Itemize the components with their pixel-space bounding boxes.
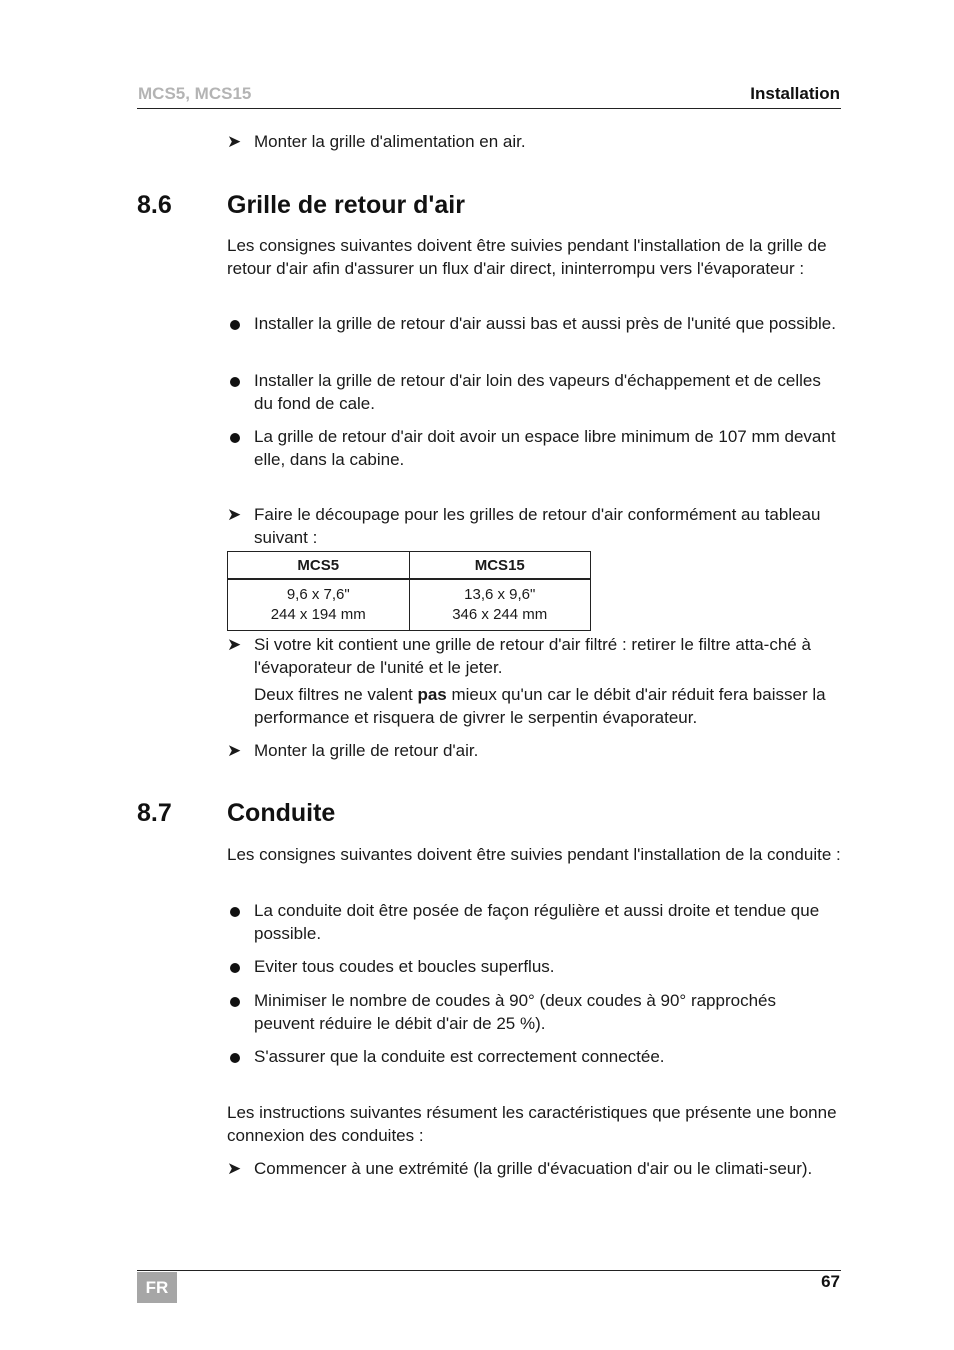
table-header-row [228,552,591,580]
section-number: 8.6 [137,191,172,219]
bullet-icon [230,997,240,1007]
bullet-icon [230,320,240,330]
arrow-icon: ➤ [227,505,242,524]
bullet-icon [230,1053,240,1063]
note-emphasis: pas [417,685,447,704]
header-rule [137,108,841,109]
note-text: mieux qu'un car le débit d'air réduit fera baisser la performance et risquera de givrer le serpentin évaporateur. [254,685,826,727]
list-item-text: Eviter tous coudes et boucles superflus. [254,957,555,976]
section-number: 8.7 [137,799,172,827]
note-text: Deux filtres ne valent [254,685,418,704]
step-cutout [227,504,841,549]
section-title: Grille de retour d'air [227,191,465,219]
filter-note [254,684,854,729]
intro-step [227,131,841,154]
list-item-text: Installer la grille de retour d'air aussi bas et aussi près de l'unité que possible. [254,314,836,333]
list-item [227,313,841,336]
dimension-inches: 13,6 x 9,6" [464,586,536,603]
table-cell [228,579,410,631]
list-item-text: La grille de retour d'air doit avoir un espace libre minimum de 107 mm devant elle, dans la cabine. [254,427,836,469]
step-text: Si votre kit contient une grille de retour d'air filtré : retirer le filtre atta-ché à l'évaporateur de l'unité et le jeter. [254,635,811,677]
list-item [227,900,841,945]
step-text: Faire le découpage pour les grilles de retour d'air conformément au tableau suivant : [254,505,821,547]
dimension-mm: 244 x 194 mm [270,606,366,623]
list-item-text: S'assurer que la conduite est correctement connectée. [254,1047,665,1066]
table-header: MCS5 [228,552,410,580]
list-item-text: Minimiser le nombre de coudes à 90° (deux coudes à 90° rapprochés peuvent réduire le débit d'air de 25 %). [254,991,776,1033]
grille-dimensions-table [227,551,591,631]
arrow-icon: ➤ [227,1159,242,1178]
bullet-icon [230,963,240,973]
table-header: MCS15 [409,552,591,580]
footer-rule [137,1270,841,1271]
list-item [227,426,841,471]
dimension-inches: 9,6 x 7,6" [286,586,350,603]
section-intro: Les consignes suivantes doivent être suivies pendant l'installation de la grille de retour d'air afin d'assurer un flux d'air direct, ininterrompu vers l'évaporateur : [227,236,827,278]
bullet-icon [230,433,240,443]
header-section: Installation [750,84,840,103]
section-title: Conduite [227,799,336,827]
step-text: Commencer à une extrémité (la grille d'évacuation d'air ou le climati-seur). [254,1159,813,1178]
arrow-icon: ➤ [227,741,242,760]
list-item [227,1046,841,1069]
dimension-mm: 346 x 244 mm [452,606,548,623]
list-item [227,956,841,979]
bullet-icon [230,377,240,387]
summary-text: Les instructions suivantes résument les caractéristiques que présente une bonne connexion des conduites : [227,1103,837,1145]
step-filter [227,634,841,679]
list-item [227,370,841,415]
section-intro: Les consignes suivantes doivent être suivies pendant l'installation de la conduite : [227,845,841,864]
list-item-text: La conduite doit être posée de façon régulière et aussi droite et tendue que possible. [254,901,820,943]
table-row [228,579,591,631]
arrow-icon: ➤ [227,635,242,654]
list-item [227,990,841,1035]
step-text: Monter la grille de retour d'air. [254,741,479,760]
step-mount [227,740,841,763]
step-text: Monter la grille d'alimentation en air. [254,132,526,151]
table-cell [409,579,591,631]
arrow-icon: ➤ [227,132,242,151]
language-badge: FR [137,1272,177,1303]
page-number: 67 [821,1272,840,1291]
list-item-text: Installer la grille de retour d'air loin des vapeurs d'échappement et de celles du fond de cale. [254,371,821,413]
step-start [227,1158,841,1181]
bullet-icon [230,907,240,917]
header-model: MCS5, MCS15 [138,84,252,103]
